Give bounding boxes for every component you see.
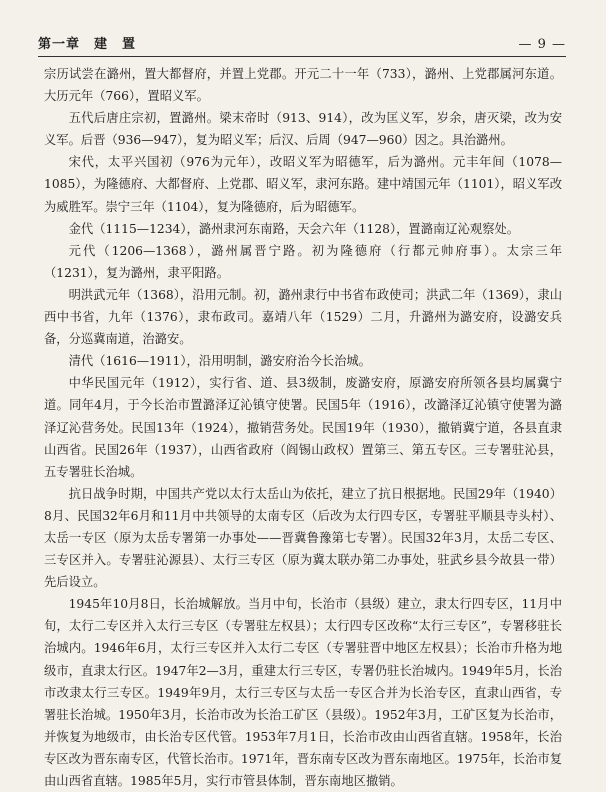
paragraph: 清代（1616—1911），沿用明制，潞安府治今长治城。 bbox=[68, 354, 371, 369]
paragraph: 金代（1115—1234），潞州隶河东南路，天会六年（1128），置潞南辽沁观察处。 bbox=[68, 221, 520, 236]
paragraph: 明洪武元年（1368），沿用元制。初，潞州隶行中书省布政使司；洪武二年（1369），隶山西中书省，九年（1376），隶布政司。嘉靖八年（1529）二月，升潞州为潞安府，设潞安兵备，分巡冀南道，治潞安。 bbox=[44, 287, 562, 347]
body-text bbox=[44, 63, 562, 788]
paragraph: 宗历试尝在潞州，置大都督府，并置上党郡。开元二十一年（733），潞州、上党郡属河东道。大历元年（766），置昭义军。 bbox=[44, 67, 562, 104]
chapter-title: 第一章 建 置 bbox=[38, 37, 137, 52]
header-rule bbox=[38, 56, 566, 57]
page-header bbox=[38, 30, 566, 52]
page-number: — 9 — bbox=[518, 37, 566, 52]
paragraph: 中华民国元年（1912），实行省、道、县3级制，废潞安府，原潞安府所领各县均属冀宁道。同年4月，于今长治市置潞泽辽沁镇守使署。民国5年（1916），改潞泽辽沁镇守使署为潞泽辽沁营务处。民国13年（1924），撤销营务处。民国19年（1930），撤销冀宁道，各县直隶山西省。民国26年（1937），山西省政府（阎锡山政权）置第三、第五专区。三专署驻沁县，五专署驻长治城。 bbox=[44, 376, 562, 479]
paragraph: 五代后唐庄宗初，置潞州。梁末帝时（913、914），改为匡义军，岁余，唐灭梁，改为安义军。后晋（936—947），复为昭义军；后汉、后周（947—960）因之。具治潞州。 bbox=[44, 111, 562, 148]
paragraph: 宋代，太平兴国初（976为元年），改昭义军为昭德军，后为潞州。元丰年间（1078—1085），为隆德府、大都督府、上党郡、昭义军，隶河东路。建中靖国元年（1101），昭义军改为威胜军。崇宁三年（1104），复为隆德府，后为昭德军。 bbox=[44, 155, 562, 214]
paragraph: 1945年10月8日，长治城解放。当月中旬，长治市（县级）建立，隶太行四专区，11月中旬，太行二专区并入太行三专区（专署驻左权县）；太行四专区改称“太行三专区”，专署移驻长治城内。1946年6月，太行三专区并入太行二专区（专署驻晋中地区左权县）；长治市升格为地级市，直隶太行区。1947年2—3月，重建太行三专区，专署仍驻长治城内。1949年5月，长治市改隶太行三专区。1949年9月，太行三专区与太岳一专区合并为长治专区，直隶山西省，专署驻长治城。1950年3月，长治市改为长治工矿区（县级）。1952年3月，工矿区复为长治市，并恢复为地级市，由长治专区代管。1953年7月1日，长治市改由山西省直辖。1958年，长治专区改为晋东南专区，代管长治市。1971年，晋东南专区改为晋东南地区。1975年，长治市复由山西省直辖。1985年5月，实行市管县体制，晋东南地区撤销。 bbox=[44, 597, 562, 788]
paragraph: 元代（1206—1368），潞州属晋宁路。初为隆德府（行都元帅府事）。太宗三年（1231），复为潞州，隶平阳路。 bbox=[44, 243, 562, 280]
paragraph: 抗日战争时期，中国共产党以太行太岳山为依托，建立了抗日根据地。民国29年（1940）8月、民国32年6月和11月中共领导的太南专区（后改为太行四专区，专署驻平顺县寺头村）、太岳一专区（原为太岳专署第一办事处——晋冀鲁豫第七专署）。民国32年3月，太岳二专区、三专区并入。专署驻沁源县）、太行三专区（原为冀太联办第二办事处，驻武乡县今故县一带）先后设立。 bbox=[44, 486, 562, 590]
